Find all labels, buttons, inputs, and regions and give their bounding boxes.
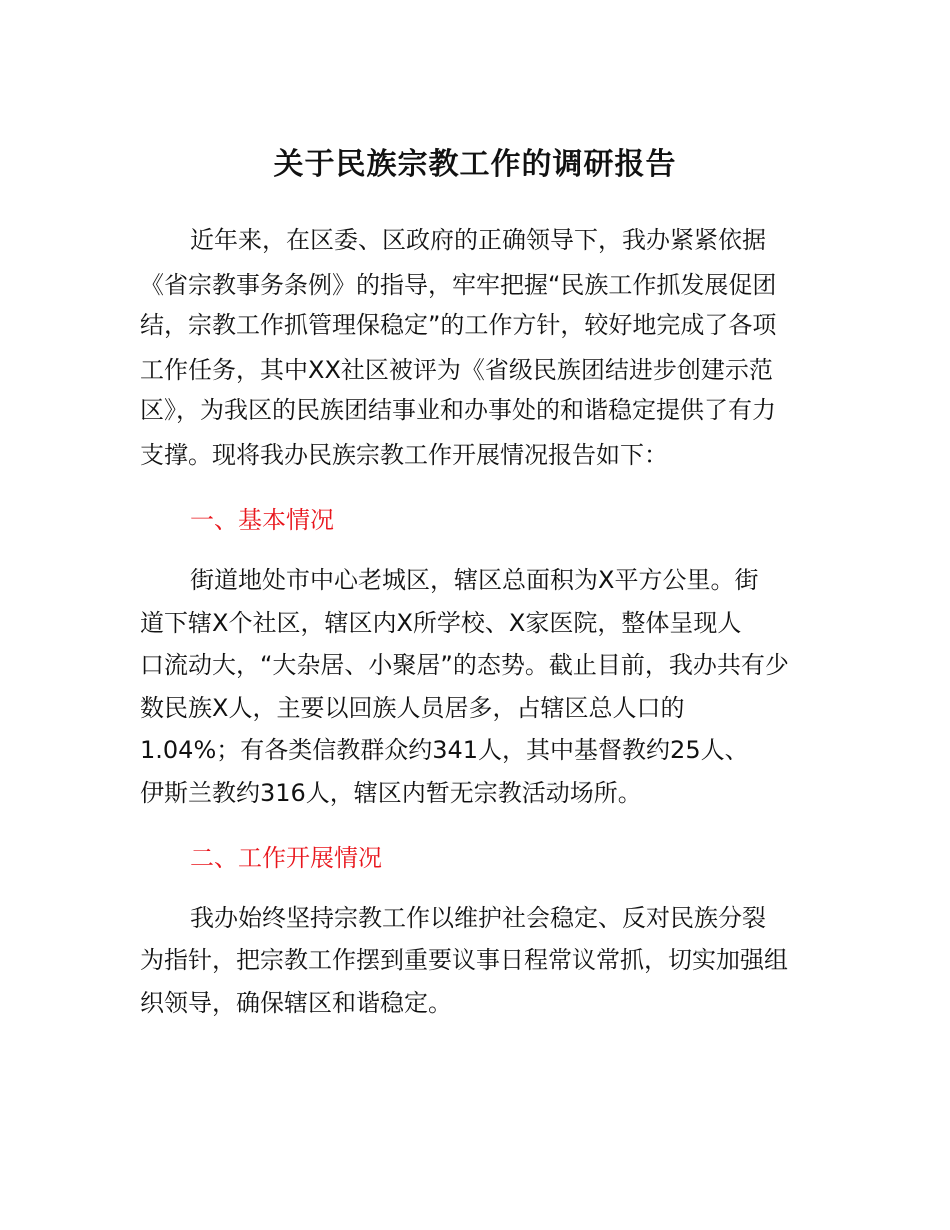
section-1-line-4: 数民族X人，主要以回族人员居多，占辖区总人口的 — [140, 694, 685, 722]
intro-line-6: 支撑。现将我办民族宗教工作开展情况报告如下： — [140, 441, 668, 469]
section-1-line-3: 口流动大，“大杂居、小聚居”的态势。截止目前，我办共有少 — [140, 651, 789, 679]
intro-line-1: 近年来，在区委、区政府的正确领导下，我办紧紧依据 — [190, 226, 766, 254]
section-1-line-2: 道下辖X个社区，辖区内X所学校、X家医院，整体呈现人 — [140, 609, 742, 637]
section-1-line-6: 伊斯兰教约316人，辖区内暂无宗教活动场所。 — [140, 779, 642, 807]
section-1-line-5: 1.04%；有各类信教群众约341人，其中基督教约25人、 — [140, 736, 749, 764]
section-1-heading: 一、基本情况 — [190, 506, 334, 534]
intro-line-4: 工作任务，其中XX社区被评为《省级民族团结进步创建示范 — [140, 356, 773, 384]
section-2-line-1: 我办始终坚持宗教工作以维护社会稳定、反对民族分裂 — [190, 904, 766, 932]
section-1-line-1: 街道地处市中心老城区，辖区总面积为X平方公里。街 — [190, 566, 759, 594]
intro-line-2: 《省宗教事务条例》的指导，牢牢把握“民族工作抓发展促团 — [140, 271, 777, 299]
section-2-line-2: 为指针，把宗教工作摆到重要议事日程常议常抓，切实加强组 — [140, 946, 788, 974]
section-2-line-3: 织领导，确保辖区和谐稳定。 — [140, 989, 452, 1017]
document-title: 关于民族宗教工作的调研报告 — [273, 147, 677, 182]
intro-line-3: 结，宗教工作抓管理保稳定”的工作方针，较好地完成了各项 — [140, 311, 777, 339]
intro-line-5: 区》，为我区的民族团结事业和办事处的和谐稳定提供了有力 — [140, 396, 776, 424]
section-2-heading: 二、工作开展情况 — [190, 844, 382, 872]
